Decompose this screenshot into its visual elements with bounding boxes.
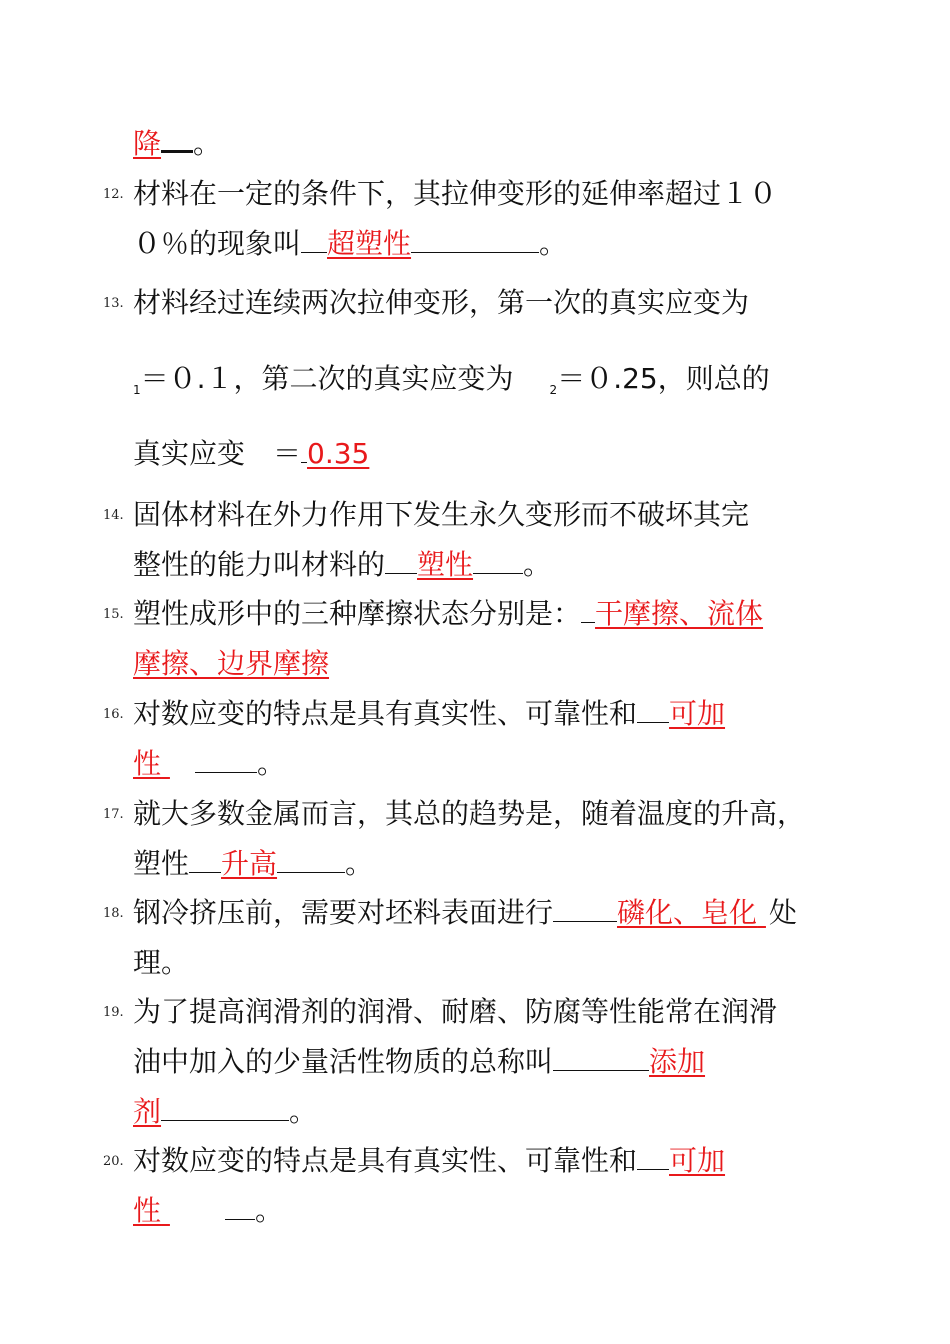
item-number: 17.	[103, 807, 124, 822]
item-19-line-3	[133, 1094, 317, 1130]
item-12-line-1: 材料在一定的条件下，其拉伸变形的延伸率超过１０	[133, 177, 778, 210]
item-19-line-2	[133, 1044, 705, 1080]
blank	[277, 846, 345, 873]
item-20-line-1	[133, 1143, 725, 1179]
answer-13: 0.35	[307, 437, 370, 470]
answer-20-part-2: 性	[133, 1194, 162, 1227]
item-number: 19.	[103, 1005, 124, 1020]
text: 整性的能力叫材料的	[133, 548, 386, 581]
item-17-line-2	[133, 846, 373, 882]
text: 钢冷挤压前，需要对坯料表面进行	[133, 896, 554, 929]
item-19-line-1: 为了提高润滑剂的润滑、耐磨、防腐等性能常在润滑	[133, 995, 778, 1028]
punct: 。	[523, 548, 552, 581]
item-16-line-2	[133, 746, 285, 782]
item-11-line	[133, 126, 221, 162]
blank	[301, 226, 327, 253]
item-20-line-2	[133, 1193, 283, 1229]
blank	[637, 1143, 669, 1170]
punct: 。	[345, 847, 374, 880]
answer-16-part-2: 性	[133, 747, 162, 780]
text: 真实应变 ＝	[133, 437, 302, 470]
punct: 。	[255, 1194, 284, 1227]
punct: 。	[289, 1095, 318, 1128]
item-17-line-1: 就大多数金属而言，其总的趋势是，随着温度的升高，	[133, 797, 806, 830]
text: 对数应变的特点是具有真实性、可靠性和	[133, 697, 638, 730]
answer-14: 塑性	[417, 548, 474, 581]
item-14-line-1: 固体材料在外力作用下发生永久变形而不破坏其完	[133, 498, 750, 531]
item-number: 15.	[103, 607, 124, 622]
answer-12: 超塑性	[327, 227, 412, 260]
text: 处	[769, 896, 798, 929]
item-number: 18.	[103, 906, 124, 921]
item-15-line-1	[133, 596, 763, 632]
answer-15-part-2: 摩擦、边界摩擦	[133, 647, 330, 680]
item-13-line-2	[133, 361, 770, 408]
text: 塑性	[133, 847, 190, 880]
punct: 。	[193, 127, 222, 160]
item-18-line-2: 理。	[133, 946, 190, 979]
answer-17: 升高	[221, 847, 278, 880]
item-12-line-2	[133, 226, 567, 262]
item-16-line-1	[133, 696, 725, 732]
answer-15-part-1: 干摩擦、流体	[595, 597, 764, 630]
item-number: 14.	[103, 508, 124, 523]
answer-16-part-1: 可加	[669, 697, 726, 730]
answer-19-part-1: 添加	[649, 1045, 706, 1078]
text: 塑性成形中的三种摩擦状态分别是：	[133, 597, 582, 630]
punct: 。	[539, 227, 568, 260]
item-13-line-3	[133, 436, 369, 472]
answer-19-part-2: 剂	[133, 1095, 162, 1128]
item-18-line-1	[133, 895, 797, 931]
blank	[581, 596, 595, 623]
answer-18: 磷化、皂化	[617, 896, 758, 929]
text: 对数应变的特点是具有真实性、可靠性和	[133, 1144, 638, 1177]
answer-20-part-1: 可加	[669, 1144, 726, 1177]
text: ０％的现象叫	[133, 227, 302, 260]
blank	[553, 895, 617, 922]
text: ＝０.１，第二次的真实应变为	[140, 362, 514, 395]
blank	[385, 547, 417, 574]
item-number: 13.	[103, 296, 124, 311]
item-14-line-2	[133, 547, 551, 583]
item-13-line-1: 材料经过连续两次拉伸变形，第一次的真实应变为	[133, 286, 750, 319]
punct: 。	[257, 747, 286, 780]
blank	[195, 746, 257, 773]
blank	[553, 1044, 649, 1071]
blank	[637, 696, 669, 723]
item-number: 20.	[103, 1154, 124, 1169]
blank	[189, 846, 221, 873]
blank	[161, 126, 193, 153]
text: 油中加入的少量活性物质的总称叫	[133, 1045, 554, 1078]
text: ＝０.25，则总的	[557, 362, 770, 395]
answer-11: 降	[133, 127, 162, 160]
blank	[161, 1094, 289, 1121]
subscript: 1	[133, 383, 141, 397]
blank	[473, 547, 523, 574]
item-number: 12.	[103, 187, 124, 202]
blank	[225, 1193, 255, 1220]
item-number: 16.	[103, 707, 124, 722]
item-15-line-2	[133, 646, 329, 682]
blank	[411, 226, 539, 253]
subscript: 2	[549, 383, 558, 397]
